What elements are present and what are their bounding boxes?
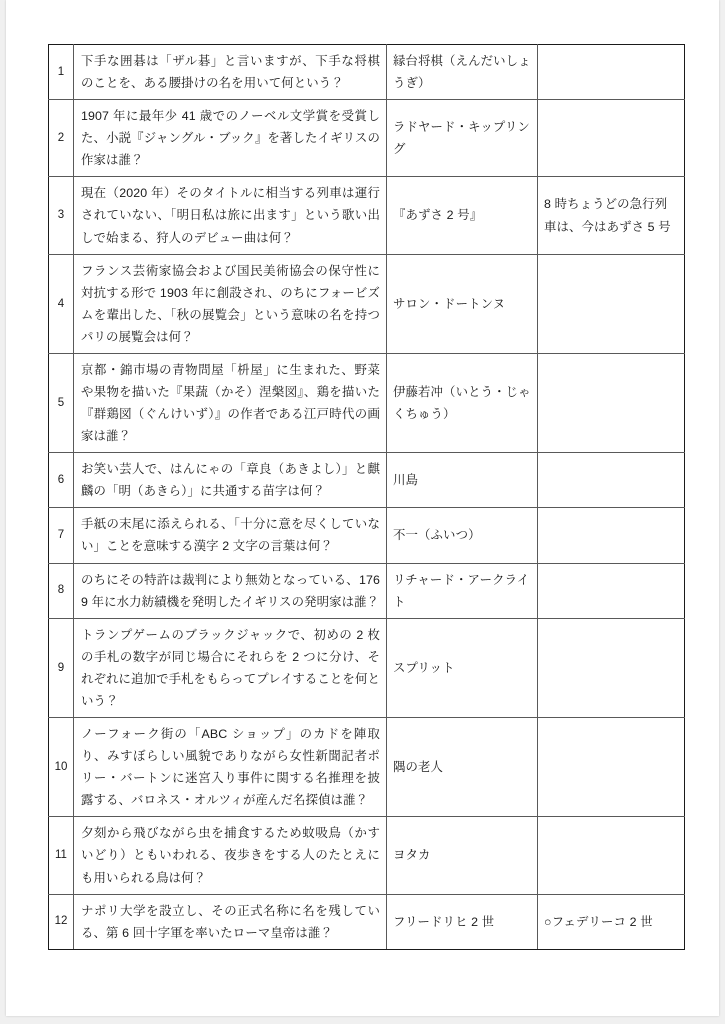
- question-cell: [74, 45, 387, 100]
- row-number-cell: [49, 45, 74, 100]
- row-number-cell: [49, 718, 74, 817]
- question-text: トランプゲームのブラックジャックで、初めの 2 枚の手札の数字が同じ場合にそれらを 2 つに分け、それぞれに追加で手札をもらってプレイすることを何という？: [81, 627, 380, 708]
- table-row: [49, 45, 685, 100]
- document-page: [6, 0, 719, 1016]
- answer-cell: [387, 894, 538, 949]
- answer-text: スプリット: [393, 660, 455, 675]
- question-cell: [74, 563, 387, 618]
- table-row: [49, 508, 685, 563]
- answer-cell: [387, 353, 538, 452]
- answer-text: 縁台将棋（えんだいしょうぎ）: [393, 54, 531, 91]
- row-number: 4: [57, 297, 65, 310]
- question-cell: [74, 894, 387, 949]
- note-cell: [538, 453, 685, 508]
- question-text: 手紙の末尾に添えられる、「十分に意を尽くしていない」ことを意味する漢字 2 文字の言葉は何？: [81, 517, 380, 554]
- note-cell: [538, 45, 685, 100]
- note-cell: [538, 894, 685, 949]
- table-row: [49, 618, 685, 717]
- table-row: [49, 894, 685, 949]
- note-cell: [538, 508, 685, 563]
- table-row: [49, 353, 685, 452]
- question-cell: [74, 817, 387, 894]
- row-number: 7: [57, 529, 65, 542]
- question-text: 現在（2020 年）そのタイトルに相当する列車は運行されていない、「明日私は旅に出ます」という歌い出しで始まる、狩人のデビュー曲は何？: [81, 186, 380, 245]
- question-cell: [74, 100, 387, 177]
- row-number: 3: [57, 209, 65, 222]
- answer-text: 不一（ふいつ）: [393, 528, 481, 543]
- question-cell: [74, 718, 387, 817]
- question-text: フランス芸術家協会および国民美術協会の保守性に対抗する形で 1903 年に創設され、のちにフォービズムを輩出した、「秋の展覧会」という意味の名を持つパリの展覧会は何？: [81, 263, 380, 344]
- note-cell: [538, 100, 685, 177]
- note-cell: [538, 563, 685, 618]
- table-row: [49, 718, 685, 817]
- note-cell: [538, 177, 685, 254]
- question-cell: [74, 254, 387, 353]
- answer-text: 伊藤若冲（いとう・じゃくちゅう）: [393, 385, 531, 422]
- note-text: ○フェデリーコ 2 世: [544, 914, 653, 929]
- note-text: [538, 398, 684, 408]
- row-number-cell: [49, 508, 74, 563]
- question-text: 1907 年に最年少 41 歳でのノーベル文学賞を受賞した、小説『ジャングル・ブック』を著したイギリスの作家は誰？: [81, 109, 380, 168]
- note-text: 8 時ちょうどの急行列車は、今はあずさ 5 号: [544, 197, 671, 234]
- table-row: [49, 177, 685, 254]
- note-text: [538, 133, 684, 143]
- table-row: [49, 100, 685, 177]
- row-number-cell: [49, 177, 74, 254]
- row-number: 6: [57, 474, 65, 487]
- question-text: 京都・錦市場の青物問屋「枡屋」に生まれた、野菜や果物を描いた『果蔬（かそ）涅槃図』、鶏を描いた『群鶏図（ぐんけいず）』の作者である江戸時代の画家は誰？: [81, 362, 380, 444]
- answer-text: 『あずさ 2 号』: [393, 208, 483, 223]
- note-cell: [538, 618, 685, 717]
- row-number-cell: [49, 353, 74, 452]
- answer-cell: [387, 508, 538, 563]
- answer-text: サロン・ドートンヌ: [393, 296, 506, 311]
- row-number: 8: [57, 584, 65, 597]
- note-text: [538, 850, 684, 860]
- quiz-table-body: [49, 45, 685, 950]
- answer-text: 隅の老人: [393, 760, 444, 775]
- question-cell: [74, 618, 387, 717]
- note-cell: [538, 817, 685, 894]
- answer-cell: [387, 254, 538, 353]
- answer-cell: [387, 453, 538, 508]
- answer-text: 川島: [393, 473, 419, 488]
- question-text: ナポリ大学を設立し、その正式名称に名を残している、第 6 回十字軍を率いたローマ皇帝は誰？: [81, 903, 380, 940]
- note-text: [538, 67, 684, 77]
- answer-cell: [387, 618, 538, 717]
- question-text: ノーフォーク街の「ABC ショップ」のカドを陣取り、みすぼらしい風貌でありながら女性新聞記者ポリー・バートンに迷宮入り事件に関する名推理を披露する、バロネス・オルツィが産んだ名探偵は誰？: [81, 727, 380, 808]
- note-text: [538, 530, 684, 540]
- note-text: [538, 475, 684, 485]
- row-number-cell: [49, 254, 74, 353]
- answer-text: フリードリヒ 2 世: [393, 914, 495, 929]
- row-number: 1: [57, 65, 65, 78]
- row-number-cell: [49, 100, 74, 177]
- answer-cell: [387, 718, 538, 817]
- row-number: 12: [54, 915, 68, 928]
- row-number-cell: [49, 453, 74, 508]
- note-text: [538, 299, 684, 309]
- note-text: [538, 663, 684, 673]
- question-text: のちにその特許は裁判により無効となっている、1769 年に水力紡績機を発明したイギリスの発明家は誰？: [81, 572, 380, 609]
- row-number-cell: [49, 894, 74, 949]
- answer-text: リチャード・アークライト: [393, 572, 530, 609]
- note-text: [538, 762, 684, 772]
- answer-text: ヨタカ: [393, 848, 431, 863]
- question-text: お笑い芸人で、はんにゃの「章良（あきよし）」と麒麟の「明（あきら）」に共通する苗字は何？: [81, 462, 380, 499]
- table-row: [49, 453, 685, 508]
- question-cell: [74, 177, 387, 254]
- question-text: 下手な囲碁は「ザル碁」と言いますが、下手な将棋のことを、ある腰掛けの名を用いて何という？: [81, 54, 380, 91]
- answer-cell: [387, 563, 538, 618]
- row-number: 2: [57, 132, 65, 145]
- note-cell: [538, 353, 685, 452]
- row-number-cell: [49, 817, 74, 894]
- quiz-table: [48, 44, 685, 950]
- row-number-cell: [49, 563, 74, 618]
- row-number: 5: [57, 396, 65, 409]
- answer-cell: [387, 100, 538, 177]
- note-text: [538, 586, 684, 596]
- question-text: 夕刻から飛びながら虫を捕食するため蚊吸鳥（かすいどり）ともいわれる、夜歩きをする人のたとえにも用いられる鳥は何？: [81, 826, 380, 885]
- answer-text: ラドヤード・キップリング: [393, 120, 530, 157]
- answer-cell: [387, 45, 538, 100]
- table-row: [49, 817, 685, 894]
- table-row: [49, 254, 685, 353]
- table-row: [49, 563, 685, 618]
- row-number-cell: [49, 618, 74, 717]
- question-cell: [74, 508, 387, 563]
- question-cell: [74, 353, 387, 452]
- row-number: 10: [54, 760, 68, 773]
- row-number: 9: [57, 661, 65, 674]
- answer-cell: [387, 177, 538, 254]
- question-cell: [74, 453, 387, 508]
- note-cell: [538, 254, 685, 353]
- note-cell: [538, 718, 685, 817]
- row-number: 11: [55, 849, 67, 862]
- answer-cell: [387, 817, 538, 894]
